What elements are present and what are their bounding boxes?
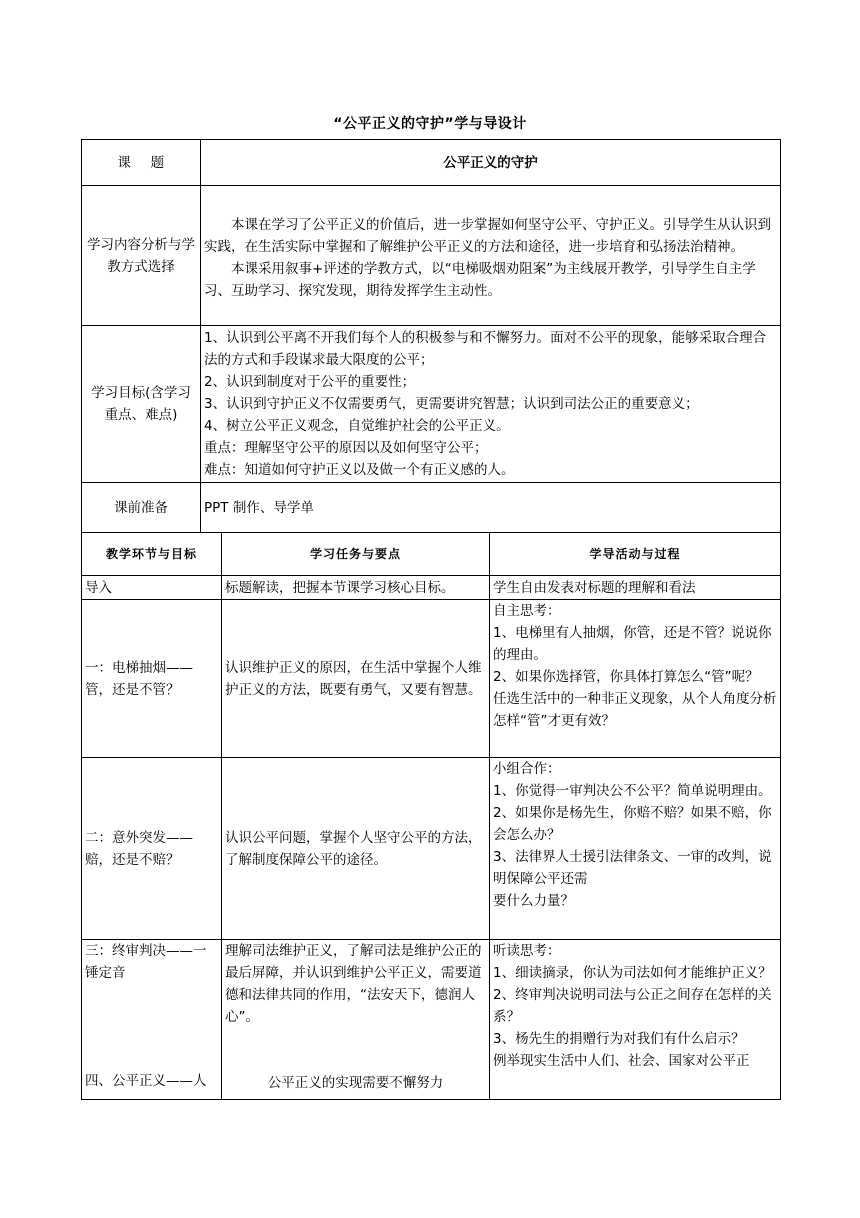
activity-line: 要什么力量？	[493, 893, 574, 909]
analysis-row	[82, 186, 781, 326]
activity-line: 1、电梯里有人抽烟，你管，还是不管？说说你的理由。	[493, 625, 772, 663]
activity-line: 2、如果你是杨先生，你赔不赔？如果不赔，你会怎么办？	[493, 805, 772, 843]
table-row	[82, 600, 781, 758]
topic-value: 公平正义的守护	[201, 140, 781, 186]
activity-line: 3、杨先生的捐赠行为对我们有什么启示？	[493, 1031, 745, 1047]
stage-cell	[82, 940, 222, 1100]
header-activity: 学导活动与过程	[490, 533, 781, 576]
stage-text: 三：终审判决——一锤定音	[85, 943, 207, 981]
table-row	[82, 576, 781, 600]
analysis-content	[201, 186, 781, 326]
goals-row	[82, 326, 781, 483]
analysis-paragraph: 本课采用叙事+评述的学教方式，以“电梯吸烟劝阻案”为主线展开教学，引导学生自主学习、互助学习、探究发现，期待发挥学生主动性。	[204, 260, 756, 299]
analysis-label: 学习内容分析与学教方式选择	[82, 186, 201, 326]
prep-label: 课前准备	[82, 483, 201, 533]
goal-line: 2、认识到制度对于公平的重要性；	[204, 374, 416, 390]
goals-content	[201, 326, 781, 483]
activity-line: 例举现实生活中人们、社会、国家对公平正	[493, 1053, 750, 1069]
prep-row	[82, 483, 781, 533]
table-row	[82, 758, 781, 940]
stage-cell: 二：意外突发——赔，还是不赔？	[82, 758, 222, 940]
activity-line: 任选生活中的一种非正义现象，从个人角度分析怎样“管”才更有效？	[493, 691, 777, 729]
goal-line: 4、树立公平正义观念，自觉维护社会的公平正义。	[204, 418, 510, 434]
page-title: “公平正义的守护”学与导设计	[333, 116, 527, 132]
activity-cell	[490, 576, 781, 600]
activity-line: 自主思考：	[493, 603, 561, 619]
task-text: 理解司法维护正义，了解司法是维护公正的最后屏障，并认识到维护公平正义，需要道德和法律共同的作用，“法安天下，德润人心”。	[225, 943, 482, 1025]
task-cell: 认识维护正义的原因，在生活中掌握个人维护正义的方法，既要有勇气，又要有智慧。	[222, 600, 490, 758]
header-stage: 教学环节与目标	[82, 533, 222, 576]
key-point-line: 重点：理解坚守公平的原因以及如何坚守公平；	[204, 440, 488, 456]
process-table	[81, 532, 781, 1100]
difficulty-line: 难点：知道如何守护正义以及做一个有正义感的人。	[204, 462, 515, 478]
activity-line: 小组合作：	[493, 761, 561, 777]
activity-line: 听读思考：	[493, 943, 561, 959]
activity-cell	[490, 600, 781, 758]
task-cell: 认识公平问题，掌握个人坚守公平的方法，了解制度保障公平的途径。	[222, 758, 490, 940]
topic-row	[82, 140, 781, 186]
goals-label: 学习目标(含学习重点、难点)	[82, 326, 201, 483]
goal-line: 3、认识到守护正义不仅需要勇气，更需要讲究智慧；认识到司法公正的重要意义；	[204, 396, 699, 412]
header-task: 学习任务与要点	[222, 533, 490, 576]
stage-cell: 导入	[82, 576, 222, 600]
info-table	[81, 139, 781, 533]
prep-value: PPT 制作、导学单	[201, 483, 781, 533]
activity-line: 2、终审判决说明司法与公正之间存在怎样的关系？	[493, 987, 772, 1025]
activity-cell	[490, 758, 781, 940]
stage-cell: 一：电梯抽烟——管，还是不管？	[82, 600, 222, 758]
topic-label: 课 题	[82, 140, 201, 186]
process-header-row	[82, 533, 781, 576]
activity-line: 2、如果你选择管，你具体打算怎么“管”呢？	[493, 669, 759, 685]
task-cell	[222, 940, 490, 1100]
activity-line: 3、法律界人士援引法律条文、一审的改判，说明保障公平还需	[493, 849, 772, 887]
activity-line: 1、细读摘录，你认为司法如何才能维护正义？	[493, 965, 772, 981]
analysis-paragraph: 本课在学习了公平正义的价值后，进一步掌握如何坚守公平、守护正义。引导学生从认识到实践，在生活实际中掌握和了解维护公平正义的方法和途径，进一步培育和弘扬法治精神。	[204, 216, 771, 255]
activity-cell	[490, 940, 781, 1100]
goal-line: 1、认识到公平离不开我们每个人的积极参与和不懈努力。面对不公平的现象，能够采取合理合法的方式和手段谋求最大限度的公平；	[204, 330, 767, 368]
table-row	[82, 940, 781, 1100]
stage-text-next: 四、公平正义——人	[85, 1073, 207, 1089]
activity-line: 学生自由发表对标题的理解和看法	[493, 579, 696, 596]
task-cell: 标题解读，把握本节课学习核心目标。	[222, 576, 490, 600]
task-text-next: 公平正义的实现需要不懈努力	[267, 1075, 444, 1091]
activity-line: 1、你觉得一审判决公不公平？简单说明理由。	[493, 783, 772, 799]
